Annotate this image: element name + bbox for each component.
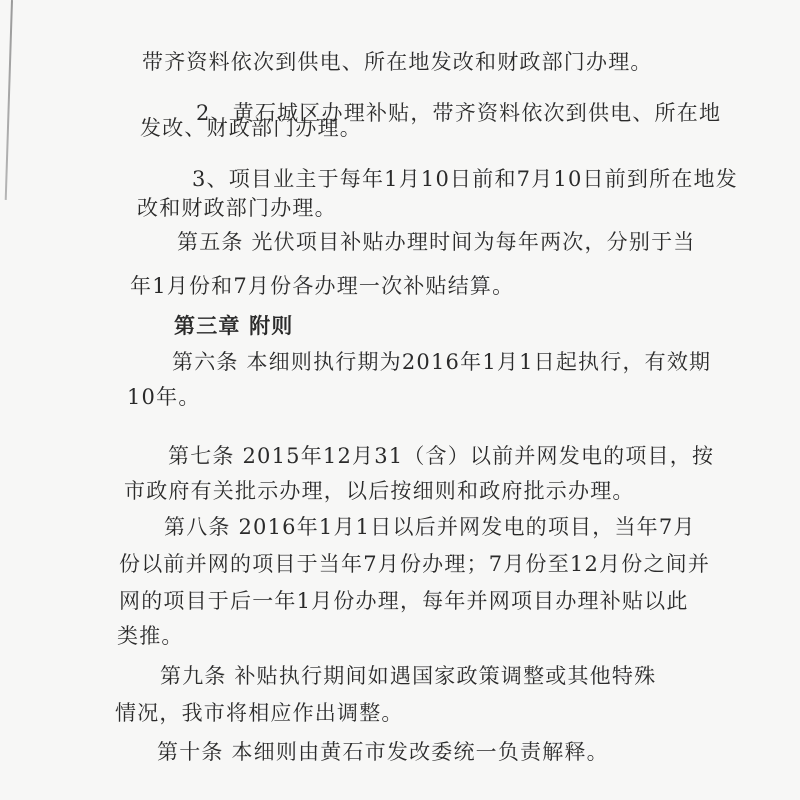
article-9: 第九条 补贴执行期间如遇国家政策调整或其他特殊 bbox=[160, 664, 657, 688]
text-line: 3、项目业主于每年1月10日前和7月10日前到所在地发 bbox=[192, 167, 738, 191]
text-line: 带齐资料依次到供电、所在地发改和财政部门办理。 bbox=[142, 50, 653, 74]
text-line: 年1月份和7月份各办理一次补贴结算。 bbox=[130, 274, 515, 298]
text-line: 情况，我市将相应作出调整。 bbox=[115, 701, 404, 725]
text-line: 10年。 bbox=[127, 385, 201, 409]
text-line: 改和财政部门办理。 bbox=[137, 196, 337, 220]
text-line: 2、黄石城区办理补贴，带齐资料依次到供电、所在地 bbox=[196, 101, 722, 125]
article-8: 第八条 2016年1月1日以后并网发电的项目，当年7月 bbox=[164, 515, 696, 539]
article-7: 第七条 2015年12月31（含）以前并网发电的项目，按 bbox=[168, 444, 715, 468]
article-5: 第五条 光伏项目补贴办理时间为每年两次，分别于当 bbox=[177, 230, 696, 254]
chapter-3-heading: 第三章 附则 bbox=[174, 313, 294, 338]
text-line: 发改、财政部门办理。 bbox=[140, 116, 362, 140]
text-line: 类推。 bbox=[117, 624, 184, 648]
text-line: 份以前并网的项目于当年7月份办理；7月份至12月份之间并 bbox=[119, 552, 711, 576]
text-line: 市政府有关批示办理，以后按细则和政府批示办理。 bbox=[124, 479, 635, 503]
article-6: 第六条 本细则执行期为2016年1月1日起执行，有效期 bbox=[172, 350, 712, 374]
page-edge-line bbox=[5, 0, 13, 200]
article-10: 第十条 本细则由黄石市发改委统一负责解释。 bbox=[157, 740, 609, 764]
text-line: 网的项目于后一年1月份办理，每年并网项目办理补贴以此 bbox=[119, 589, 689, 613]
